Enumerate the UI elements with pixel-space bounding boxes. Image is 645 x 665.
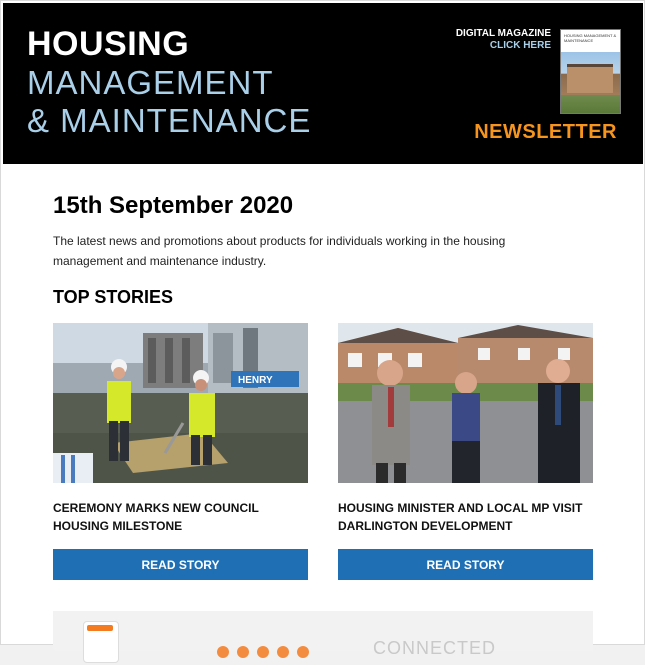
promo-logo-shape [213, 638, 323, 658]
henry-sign: HENRY [238, 375, 273, 386]
story-photo-ceremony [53, 323, 308, 483]
digital-magazine-label[interactable]: DIGITAL MAGAZINE [455, 28, 551, 39]
header-banner [3, 3, 643, 164]
intro-text: The latest news and promotions about products for individuals working in the housing management and maintenance industry. [53, 234, 506, 268]
read-story-button[interactable]: READ STORY [338, 549, 593, 580]
phone-graphic [83, 621, 119, 663]
brand-title-housing[interactable]: HOUSING [27, 25, 190, 63]
story-photo[interactable] [53, 323, 308, 483]
phone-header-bar [87, 625, 113, 631]
promo-logo [213, 637, 323, 657]
promo-banner[interactable] [53, 611, 593, 658]
magazine-cover-thumbnail[interactable] [560, 29, 621, 114]
top-stories-heading: TOP STORIES [53, 287, 174, 307]
story-photo[interactable] [338, 323, 593, 483]
cover-title: HOUSING MANAGEMENT & MAINTENANCE [564, 33, 617, 43]
story-card [338, 323, 593, 580]
issue-date: 15th September 2020 [53, 192, 294, 219]
story-card [53, 323, 308, 580]
newsletter-label: NEWSLETTER [474, 121, 617, 143]
story-title[interactable]: CEREMONY MARKS NEW COUNCIL HOUSING MILESTONE [53, 501, 259, 533]
brand-title-maintenance[interactable]: & MAINTENANCE [27, 102, 312, 139]
cover-house-shape [567, 64, 613, 93]
click-here-link[interactable]: CLICK HERE [489, 40, 551, 51]
brand-title-management[interactable]: MANAGEMENT [27, 64, 274, 101]
connected-text: CONNECTED [373, 638, 497, 658]
read-story-button[interactable]: READ STORY [53, 549, 308, 580]
story-photo-ministers [338, 323, 593, 483]
story-title[interactable]: HOUSING MINISTER AND LOCAL MP VISIT DARLINGTON DEVELOPMENT [338, 501, 583, 533]
